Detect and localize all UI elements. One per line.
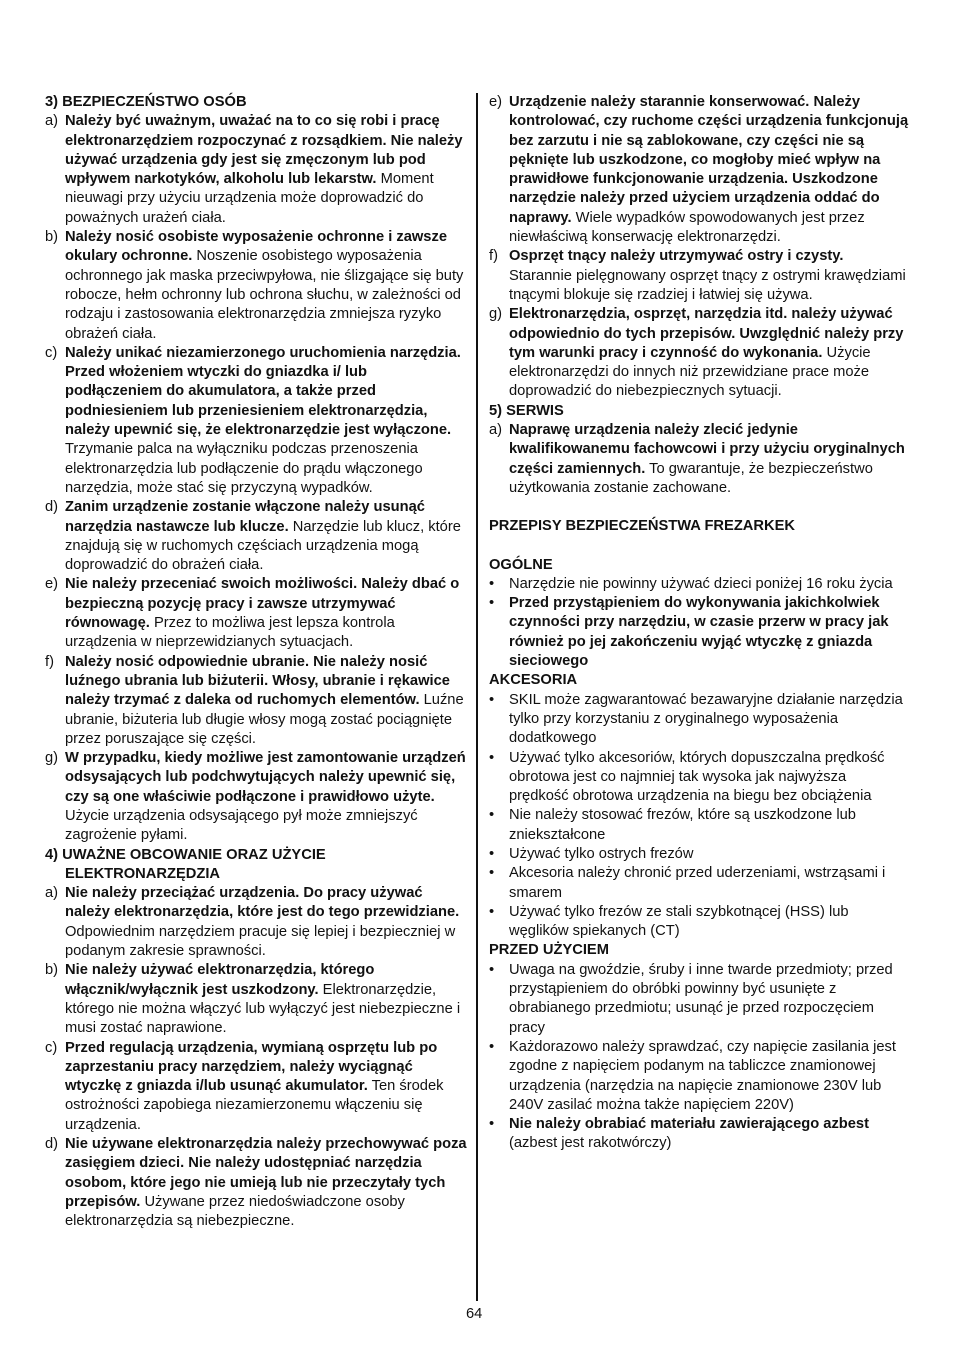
list-item bbox=[45, 498, 467, 575]
item-text: Noszenie osobistego wyposażenia ochronnego jak maska przeciwpyłowa, nie ślizgające się buty robocze, hełm ochronny lub ochrona słuchu, w zależności od rodzaju i zastosowania elektronarzędzia zmniejsza ryzyko obrażeń ciała. bbox=[65, 248, 464, 342]
bullet-icon: • bbox=[489, 865, 495, 882]
item-text: Użycie urządzenia odsysającego pył może zmniejszyć zagrożenie pyłami. bbox=[65, 807, 418, 844]
list-item bbox=[45, 1135, 467, 1231]
list-item bbox=[489, 305, 909, 401]
bullet-bold-text: Nie należy obrabiać materiału zawierającego azbest bbox=[509, 1116, 869, 1133]
router-safety-heading: PRZEPISY BEZPIECZEŃSTWA FREZARKEK bbox=[489, 518, 796, 535]
item-text: Narzędzie lub klucz, które znajdują się w ruchomych częściach urządzenia mogą doprowadzić do obrażeń ciała. bbox=[65, 518, 461, 574]
bullet-text: Narzędzie nie powinny używać dzieci poniżej 16 roku życia bbox=[509, 575, 893, 592]
item-label: b) bbox=[45, 229, 59, 246]
item-bold-text: Nie należy przeceniać swoich możliwości. Należy dbać o bezpieczną pozycję pracy i zawsze utrzymywać równowagę. bbox=[65, 576, 460, 632]
bullet-text: Używać tylko frezów ze stali szybkotnącej (HSS) lub węglików spiekanych (CT) bbox=[509, 903, 849, 940]
item-text: Używane przez niedoświadczone osoby elektronarzędzia są niebezpieczne. bbox=[65, 1193, 405, 1230]
bullet-item bbox=[489, 1115, 909, 1154]
bullet-bold-text: Przed przystąpieniem do wykonywania jakichkolwiek czynności przy narzędziu, w czasie przerw w pracy jak również po jej zakończeniu wyjąć wtyczkę z gniazda sieciowego bbox=[509, 595, 889, 670]
item-label: f) bbox=[45, 653, 54, 670]
item-label: c) bbox=[45, 1039, 58, 1056]
bullet-item bbox=[489, 961, 909, 1038]
bullet-icon: • bbox=[489, 961, 495, 978]
item-text: Moment nieuwagi przy użyciu urządzenia może doprowadzić do poważnych urażeń ciała. bbox=[65, 171, 434, 226]
left-column bbox=[45, 93, 467, 1232]
section-3-heading: 3) BEZPIECZEŃSTWO OSÓB bbox=[45, 94, 247, 110]
item-label: a) bbox=[45, 885, 59, 902]
general-list bbox=[489, 575, 909, 671]
bullet-icon: • bbox=[489, 749, 495, 766]
bullet-text: (azbest jest rakotwórczy) bbox=[509, 1135, 672, 1152]
item-label: f) bbox=[489, 248, 498, 265]
list-item bbox=[45, 961, 467, 1038]
item-label: e) bbox=[45, 576, 59, 593]
section-5-heading: 5) SERWIS bbox=[489, 402, 564, 419]
item-bold-text: Elektronarzędzia, osprzęt, narzędzia itd. należy używać odpowiednio do tych przepisów. Uwzględnić należy przy tym warunki pracy i czynność do wykonania. bbox=[509, 306, 904, 361]
general-heading: OGÓLNE bbox=[489, 556, 553, 573]
bullet-text: Używać tylko ostrych frezów bbox=[509, 845, 694, 862]
item-bold-text: Nie należy używać elektronarzędzia, którego włącznik/wyłącznik jest uszkodzony. bbox=[65, 962, 375, 998]
item-text: Wiele wypadków spowodowanych jest przez niewłaściwą konserwację elektronarzędzi. bbox=[509, 209, 865, 246]
item-label: a) bbox=[45, 113, 59, 130]
item-text: To gwarantuje, że bezpieczeństwo użytkowania zostanie zachowane. bbox=[509, 460, 873, 496]
bullet-icon: • bbox=[489, 595, 495, 612]
item-text: Trzymanie palca na wyłączniku podczas przenoszenia elektronarzędzia lub podłączenie do prądu włączonego narzędzia, może stać się przyczyną wypadków. bbox=[65, 441, 423, 496]
item-bold-text: Nie należy przeciążać urządzenia. Do pracy używać należy elektronarzędzia, które jest do tego przewidziane. bbox=[65, 885, 460, 921]
bullet-icon: • bbox=[489, 807, 495, 824]
section-3-list bbox=[45, 112, 467, 845]
item-bold-text: W przypadku, kiedy możliwe jest zamontowanie urządzeń odsysających lub podchwytujących należy upewnić się, czy są one właściwie podłączone i prawidłowo użyte. bbox=[65, 750, 466, 805]
list-item bbox=[45, 344, 467, 498]
item-text: Ten środek ostrożności zapobiega niezamierzonemu włączeniu się urządzenia. bbox=[65, 1078, 444, 1133]
list-item bbox=[45, 653, 467, 749]
spacer bbox=[489, 498, 909, 517]
bullet-item bbox=[489, 594, 909, 671]
item-label: a) bbox=[489, 422, 503, 439]
list-item bbox=[45, 112, 467, 228]
bullet-text: Nie należy stosować frezów, które są uszkodzone lub zniekształcone bbox=[509, 807, 856, 843]
list-item bbox=[45, 884, 467, 961]
item-bold-text: Osprzęt tnący należy utrzymywać ostry i czysty. bbox=[509, 248, 844, 265]
bullet-icon: • bbox=[489, 1038, 495, 1055]
item-bold-text: Urządzenie należy starannie konserwować. Należy kontrolować, czy ruchome części urządzenia funkcjonują bez zarzutu i nie są zablokowane, czy części nie są pęknięte lub uszkodzone, co mogłoby mieć wpływ na prawidłowe funkcjonowanie urządzenia. Uszkodzone narzędzie należy przed użyciem urządzenia oddać do naprawy. bbox=[509, 94, 909, 226]
item-label: c) bbox=[45, 344, 58, 361]
item-bold-text: Należy być uważnym, uważać na to co się robi i pracę elektronarzędziem rozpoczynać z rozsądkiem. Nie należy używać urządzenia gdy jest się zmęczonym lub pod wpływem narkotyków, alkoholu lub lekarstw. bbox=[65, 113, 463, 188]
right-column bbox=[489, 93, 909, 1154]
item-bold-text: Należy nosić osobiste wyposażenie ochronne i zawsze okulary ochronne. bbox=[65, 229, 447, 265]
section-4-list bbox=[45, 884, 467, 1231]
bullet-text: Uwaga na gwoździe, śruby i inne twarde przedmioty; przed przystąpieniem do obróbki powinny być usunięte z obrabianego przedmiotu; usunąć je przed rozpoczęciem pracy bbox=[509, 961, 893, 1036]
bullet-icon: • bbox=[489, 903, 495, 920]
item-text: Odpowiednim narzędziem pracuje się lepiej i bezpieczniej w podanym zakresie sprawności. bbox=[65, 923, 456, 960]
section-4-list-cont bbox=[489, 93, 909, 402]
page-number: 64 bbox=[466, 1306, 483, 1322]
bullet-text: Akcesoria należy chronić przed uderzeniami, wstrząsami i smarem bbox=[509, 865, 886, 901]
section-5-list bbox=[489, 421, 909, 498]
item-label: b) bbox=[45, 962, 59, 979]
item-text: Starannie pielęgnowany osprzęt tnący z ostrymi krawędziami tnącymi blokuje się rzadziej i łatwiej się używa. bbox=[509, 267, 906, 303]
column-divider bbox=[476, 93, 478, 1301]
bullet-item bbox=[489, 864, 909, 903]
item-text: Przez to możliwa jest lepsza kontrola urządzenia w nieprzewidzianych sytuacjach. bbox=[65, 615, 395, 651]
bullet-item bbox=[489, 903, 909, 942]
list-item bbox=[45, 1039, 467, 1135]
item-text: Luźne ubranie, biżuteria lub długie włosy mogą zostać pociągnięte przez poruszające się części. bbox=[65, 692, 464, 747]
section-4-heading-cont: ELEKTRONARZĘDZIA bbox=[65, 865, 221, 882]
item-bold-text: Nie używane elektronarzędzia należy przechowywać poza zasięgiem dzieci. Nie należy udostępniać narzędzia osobom, które jego nie umieją lub nie przeczytały tych przepisów. bbox=[65, 1136, 467, 1210]
bullet-item bbox=[489, 806, 909, 845]
section-4-heading: 4) UWAŻNE OBCOWANIE ORAZ UŻYCIE bbox=[45, 846, 326, 863]
item-label: d) bbox=[45, 499, 59, 516]
item-bold-text: Przed regulacją urządzenia, wymianą osprzętu lub po zaprzestaniu pracy narzędziem, należy wyciągnąć wtyczkę z gniazda i/lub usunąć akumulator. bbox=[65, 1039, 438, 1095]
bullet-item bbox=[489, 575, 909, 594]
bullet-icon: • bbox=[489, 1116, 495, 1133]
list-item bbox=[45, 575, 467, 652]
item-bold-text: Zanim urządzenie zostanie włączone należy usunąć narzędzia nastawcze lub klucze. bbox=[65, 499, 425, 535]
item-bold-text: Należy nosić odpowiednie ubranie. Nie należy nosić luźnego ubrania lub biżuterii. Włosy, ubranie i rękawice należy trzymać z daleka od ruchomych elementów. bbox=[65, 653, 450, 709]
before-use-list bbox=[489, 961, 909, 1154]
item-text: Elektronarzędzie, którego nie można włączyć lub wyłączyć jest niebezpieczne i musi zostać naprawione. bbox=[65, 981, 461, 1037]
item-bold-text: Naprawę urządzenia należy zlecić jedynie kwalifikowanemu fachowcowi i przy użyciu oryginalnych części zamiennych. bbox=[509, 422, 905, 477]
bullet-item bbox=[489, 749, 909, 807]
list-item bbox=[45, 228, 467, 344]
bullet-icon: • bbox=[489, 691, 495, 708]
item-label: g) bbox=[45, 750, 59, 767]
bullet-icon: • bbox=[489, 845, 495, 862]
bullet-text: SKIL może zagwarantować bezawaryjne działanie narzędzia tylko przy korzystaniu z oryginalnego wyposażenia dodatkowego bbox=[509, 691, 903, 747]
bullet-text: Używać tylko akcesoriów, których dopuszczalna prędkość obrotowa jest co najmniej tak wysoka jak najwyższa prędkość obrotowa urządzenia na biegu bez obciążenia bbox=[509, 749, 885, 805]
bullet-item bbox=[489, 845, 909, 864]
before-use-heading: PRZED UŻYCIEM bbox=[489, 942, 609, 959]
item-bold-text: Należy unikać niezamierzonego uruchomienia narzędzia. Przed włożeniem wtyczki do gniazdka i/ lub podłączeniem do akumulatora, a także przed podniesieniem lub przeniesieniem elektronarzędzia, należy upewnić się, że elektronarzędzie jest wyłączone. bbox=[65, 344, 461, 439]
list-item bbox=[489, 421, 909, 498]
list-item bbox=[489, 247, 909, 305]
accessories-list bbox=[489, 691, 909, 942]
list-item bbox=[489, 93, 909, 247]
spacer bbox=[489, 537, 909, 556]
item-label: e) bbox=[489, 94, 503, 110]
bullet-item bbox=[489, 1038, 909, 1115]
accessories-heading: AKCESORIA bbox=[489, 672, 578, 689]
bullet-item bbox=[489, 691, 909, 749]
item-label: g) bbox=[489, 306, 503, 323]
item-text: Użycie elektronarzędzi do innych niż przewidziane prace może doprowadzić do niebezpiecznych sytuacji. bbox=[509, 344, 871, 400]
list-item bbox=[45, 749, 467, 845]
item-label: d) bbox=[45, 1136, 59, 1153]
bullet-icon: • bbox=[489, 575, 495, 592]
bullet-text: Każdorazowo należy sprawdzać, czy napięcie zasilania jest zgodne z napięciem podanym na tabliczce znamionowej urządzenia (narzędzia na napięcie znamionowe 230V lub 240V zasilać można także napięciem 220V) bbox=[509, 1038, 896, 1113]
